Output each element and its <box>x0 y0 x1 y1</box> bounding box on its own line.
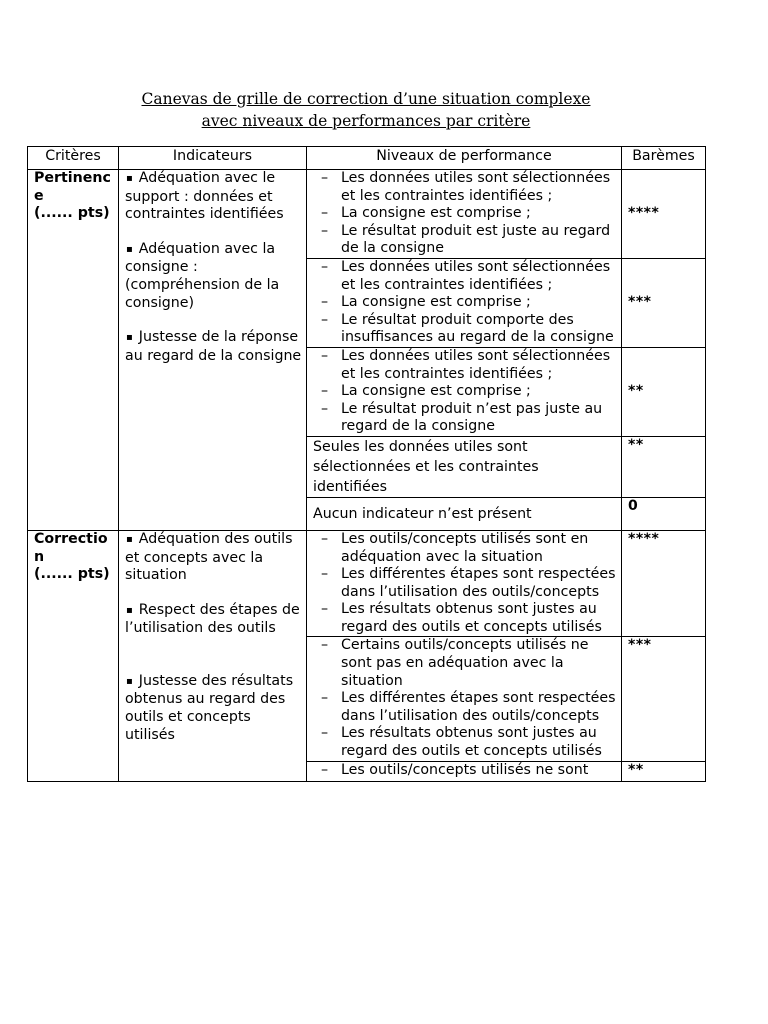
level-item: – Les différentes étapes sont respectées dans l’utilisation des outils/concepts <box>321 566 616 600</box>
square-bullet-icon: ▪ <box>126 533 133 545</box>
level-item: – La consigne est comprise ; <box>321 383 531 400</box>
indicator-item: ▪ Respect des étapes de l’utilisation des outils <box>125 601 300 637</box>
score-cell: ** <box>622 761 706 781</box>
level-item: – La consigne est comprise ; <box>321 294 531 311</box>
square-bullet-icon: ▪ <box>126 675 133 687</box>
header-baremes: Barèmes <box>622 147 706 170</box>
header-niveaux: Niveaux de performance <box>307 147 622 170</box>
level-item: – La consigne est comprise ; <box>321 205 531 222</box>
square-bullet-icon: ▪ <box>126 332 133 344</box>
indicator-item: ▪ Adéquation avec la consigne : (compréhension de la consigne) <box>125 240 280 311</box>
document-title <box>0 88 732 132</box>
level-item: – Le résultat produit n’est pas juste au regard de la consigne <box>321 400 603 435</box>
level-item: – Le résultat produit est juste au regard de la consigne <box>321 222 611 257</box>
criterion-correction <box>28 530 119 781</box>
criterion-points: (...... pts) <box>34 205 110 222</box>
level-cell <box>307 258 622 347</box>
score-cell: ** <box>622 347 706 436</box>
level-list <box>313 259 617 347</box>
level-item: – Certains outils/concepts utilisés ne sont pas en adéquation avec la situation <box>321 637 589 689</box>
criterion-points: (...... pts) <box>34 566 110 583</box>
level-list <box>313 637 617 760</box>
indicators-pertinence <box>119 170 307 531</box>
indicators-correction <box>119 530 307 781</box>
level-cell <box>307 530 622 637</box>
level-item: – Les résultats obtenus sont justes au regard des outils et concepts utilisés <box>321 725 602 760</box>
criterion-pertinence <box>28 170 119 531</box>
score-cell: *** <box>622 258 706 347</box>
score-cell: **** <box>622 530 706 637</box>
table-header-row <box>28 147 706 170</box>
level-list <box>313 531 617 637</box>
level-cell <box>307 347 622 436</box>
header-criteres: Critères <box>28 147 119 170</box>
indicator-item: ▪ Justesse de la réponse au regard de la consigne <box>125 329 302 364</box>
level-item: – Les données utiles sont sélectionnées et les contraintes identifiées ; <box>321 347 611 382</box>
square-bullet-icon: ▪ <box>126 243 133 255</box>
indicator-item: ▪ Adéquation avec le support : données et contraintes identifiées <box>125 170 284 223</box>
table-row <box>28 170 706 259</box>
level-cell <box>307 761 622 781</box>
level-item: – Le résultat produit comporte des insuffisances au regard de la consigne <box>321 311 614 346</box>
correction-grid-table <box>27 146 706 782</box>
level-cell <box>307 637 622 761</box>
square-bullet-icon: ▪ <box>126 173 133 184</box>
score-cell: 0 <box>622 497 706 530</box>
title-line-1: Canevas de grille de correction d’une situation complexe <box>141 90 591 108</box>
indicator-item: ▪ Adéquation des outils et concepts avec la situation <box>125 530 293 584</box>
level-list <box>313 170 617 258</box>
level-item: – Les outils/concepts utilisés ne sont <box>321 761 589 778</box>
table-row <box>28 530 706 637</box>
header-indicateurs: Indicateurs <box>119 147 307 170</box>
score-cell: *** <box>622 637 706 761</box>
criterion-name: Pertinence <box>34 170 111 204</box>
criterion-name: Correction <box>34 530 108 565</box>
level-item: – Les différentes étapes sont respectées dans l’utilisation des outils/concepts <box>321 690 616 724</box>
square-bullet-icon: ▪ <box>126 604 133 616</box>
level-cell <box>307 170 622 259</box>
level-list <box>313 762 617 780</box>
level-item: – Les données utiles sont sélectionnées et les contraintes identifiées ; <box>321 170 611 204</box>
score-cell: ** <box>622 436 706 497</box>
level-cell: Aucun indicateur n’est présent <box>307 497 622 530</box>
level-item: – Les outils/concepts utilisés sont en adéquation avec la situation <box>321 530 589 565</box>
level-list <box>313 348 617 436</box>
level-item: – Les résultats obtenus sont justes au regard des outils et concepts utilisés <box>321 601 602 635</box>
level-cell: Seules les données utiles sont sélectionnées et les contraintes identifiées <box>307 436 622 497</box>
indicator-item: ▪ Justesse des résultats obtenus au regard des outils et concepts utilisés <box>125 672 294 743</box>
title-line-2: avec niveaux de performances par critère <box>201 112 531 130</box>
level-item: – Les données utiles sont sélectionnées et les contraintes identifiées ; <box>321 258 611 293</box>
score-cell: **** <box>622 170 706 259</box>
